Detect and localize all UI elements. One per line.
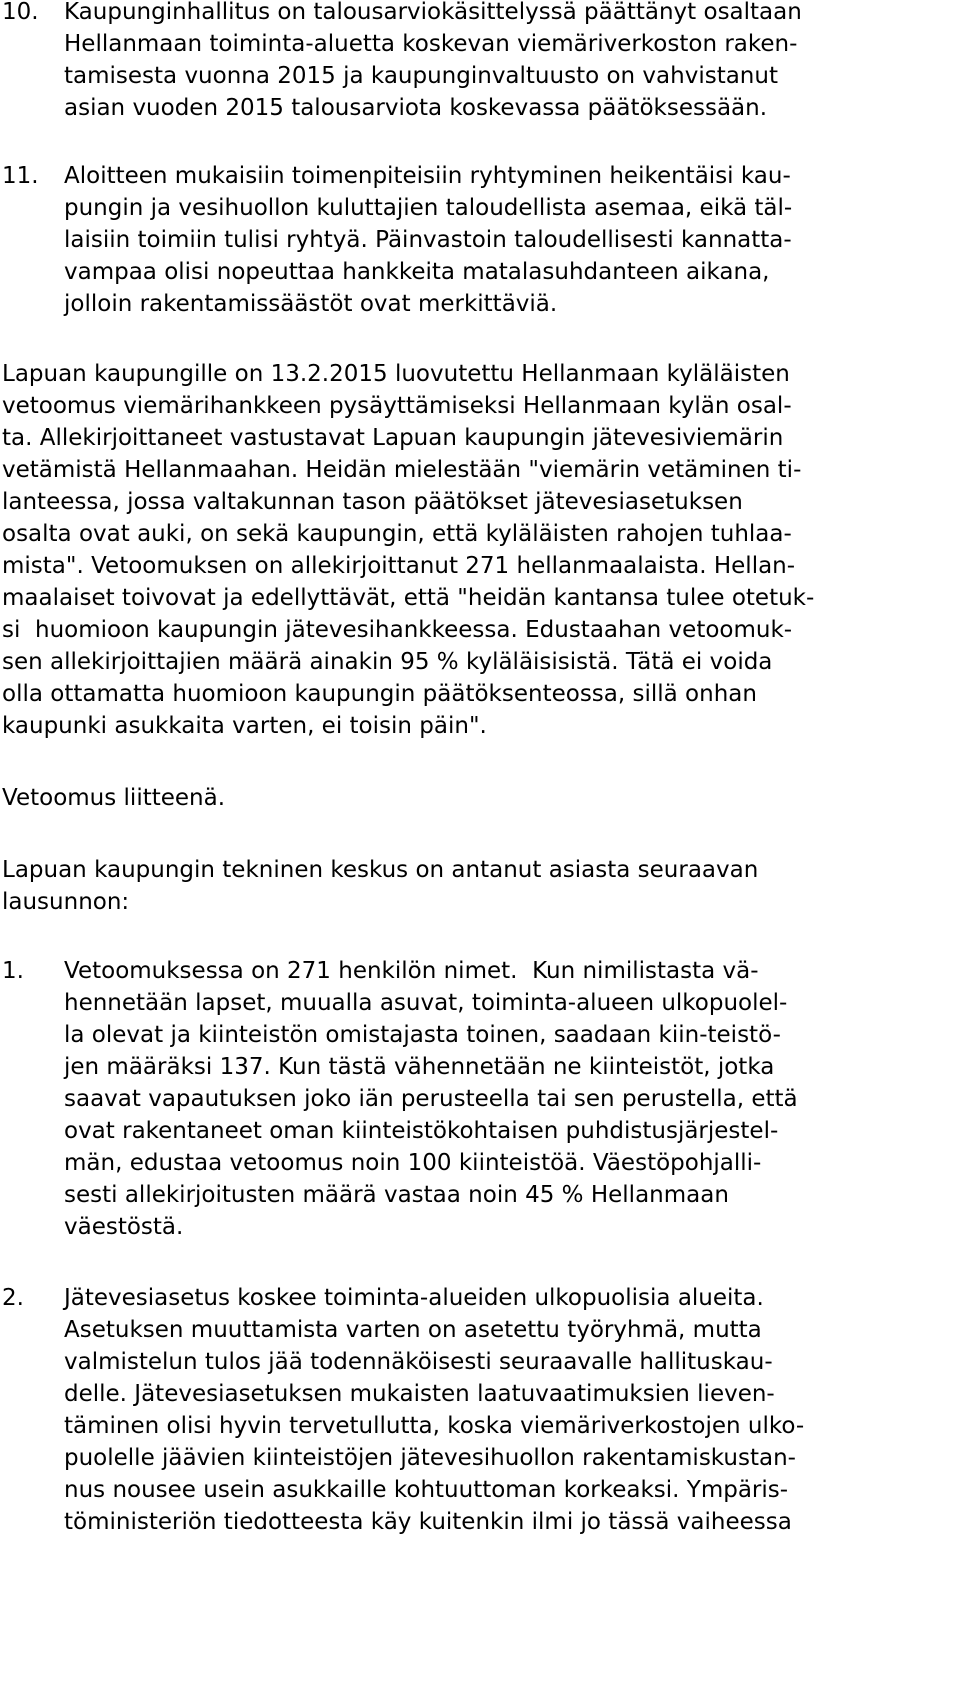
item-11-line: pungin ja vesihuollon kuluttajien taloudellista asemaa, eikä täl-: [64, 195, 793, 221]
statement-item-2-line: Jätevesiasetus koskee toiminta-alueiden ulkopuolisia alueita.: [64, 1285, 764, 1311]
item-10-line: Hellanmaan toiminta-aluetta koskevan viemäriverkoston raken-: [64, 31, 798, 57]
statement-item-2-line: nus nousee usein asukkaille kohtuuttoman korkeaksi. Ympäris-: [64, 1477, 789, 1503]
statement-item-2-line: Asetuksen muuttamista varten on asetettu työryhmä, mutta: [64, 1317, 762, 1343]
statement-item-1-line: saavat vapautuksen joko iän perusteella tai sen perustella, että: [64, 1086, 798, 1112]
petition-line: si huomioon kaupungin jätevesihankkeessa. Edustaahan vetoomuk-: [2, 617, 793, 643]
statement-item-1-line: män, edustaa vetoomus noin 100 kiinteistöä. Väestöpohjalli-: [64, 1150, 762, 1176]
petition-line: sen allekirjoittajien määrä ainakin 95 % kyläläisisistä. Tätä ei voida: [2, 649, 773, 675]
petition-line: lanteessa, jossa valtakunnan tason päätökset jätevesiasetuksen: [2, 489, 743, 515]
statement-item-1-line: hennetään lapset, muualla asuvat, toiminta-alueen ulkopuolel-: [64, 990, 788, 1016]
petition-line: olla ottamatta huomioon kaupungin päätöksenteossa, sillä onhan: [2, 681, 757, 707]
statement-item-2-number: 2.: [2, 1285, 24, 1311]
petition-line: osalta ovat auki, on sekä kaupungin, että kyläläisten rahojen tuhlaa-: [2, 521, 792, 547]
statement-intro-line: Lapuan kaupungin tekninen keskus on antanut asiasta seuraavan: [2, 857, 759, 883]
item-11-line: jolloin rakentamissäästöt ovat merkittäviä.: [64, 291, 558, 317]
statement-item-1-number: 1.: [2, 958, 24, 984]
statement-item-1-line: jen määräksi 137. Kun tästä vähennetään ne kiinteistöt, jotka: [64, 1054, 775, 1080]
item-10-line: Kaupunginhallitus on talousarviokäsittelyssä päättänyt osaltaan: [64, 0, 802, 25]
item-11-number: 11.: [2, 163, 39, 189]
petition-line: vetämistä Hellanmaahan. Heidän mielestään "viemärin vetäminen ti-: [2, 457, 802, 483]
statement-item-1-line: väestöstä.: [64, 1214, 184, 1240]
petition-line: vetoomus viemärihankkeen pysäyttämiseksi Hellanmaan kylän osal-: [2, 393, 792, 419]
statement-item-1-line: la olevat ja kiinteistön omistajasta toinen, saadaan kiin-teistö-: [64, 1022, 781, 1048]
petition-line: ta. Allekirjoittaneet vastustavat Lapuan kaupungin jätevesiviemärin: [2, 425, 784, 451]
item-11-line: vampaa olisi nopeuttaa hankkeita matalasuhdanteen aikana,: [64, 259, 770, 285]
petition-line: maalaiset toivovat ja edellyttävät, että "heidän kantansa tulee otetuk-: [2, 585, 815, 611]
statement-intro-line: lausunnon:: [2, 889, 130, 915]
statement-item-1-line: ovat rakentaneet oman kiinteistökohtaisen puhdistusjärjestel-: [64, 1118, 779, 1144]
statement-item-2-line: täminen olisi hyvin tervetullutta, koska viemäriverkostojen ulko-: [64, 1413, 805, 1439]
petition-line: Lapuan kaupungille on 13.2.2015 luovutettu Hellanmaan kyläläisten: [2, 361, 790, 387]
statement-item-2-line: töministeriön tiedotteesta käy kuitenkin ilmi jo tässä vaiheessa: [64, 1509, 792, 1535]
statement-item-1-line: sesti allekirjoitusten määrä vastaa noin 45 % Hellanmaan: [64, 1182, 729, 1208]
statement-item-2-line: puolelle jäävien kiinteistöjen jätevesihuollon rakentamiskustan-: [64, 1445, 796, 1471]
item-10-line: asian vuoden 2015 talousarviota koskevassa päätöksessään.: [64, 95, 768, 121]
statement-item-2-line: delle. Jätevesiasetuksen mukaisten laatuvaatimuksien lieven-: [64, 1381, 775, 1407]
petition-line: mista". Vetoomuksen on allekirjoittanut 271 hellanmaalaista. Hellan-: [2, 553, 796, 579]
statement-item-2-line: valmistelun tulos jää todennäköisesti seuraavalle hallituskau-: [64, 1349, 773, 1375]
item-11-line: Aloitteen mukaisiin toimenpiteisiin ryhtyminen heikentäisi kau-: [64, 163, 791, 189]
petition-line: kaupunki asukkaita varten, ei toisin päin".: [2, 713, 487, 739]
item-10-line: tamisesta vuonna 2015 ja kaupunginvaltuusto on vahvistanut: [64, 63, 778, 89]
attachment-note: Vetoomus liitteenä.: [2, 785, 226, 811]
statement-item-1-line: Vetoomuksessa on 271 henkilön nimet. Kun nimilistasta vä-: [64, 958, 759, 984]
item-10-number: 10.: [2, 0, 39, 25]
item-11-line: laisiin toimiin tulisi ryhtyä. Päinvastoin taloudellisesti kannatta-: [64, 227, 792, 253]
